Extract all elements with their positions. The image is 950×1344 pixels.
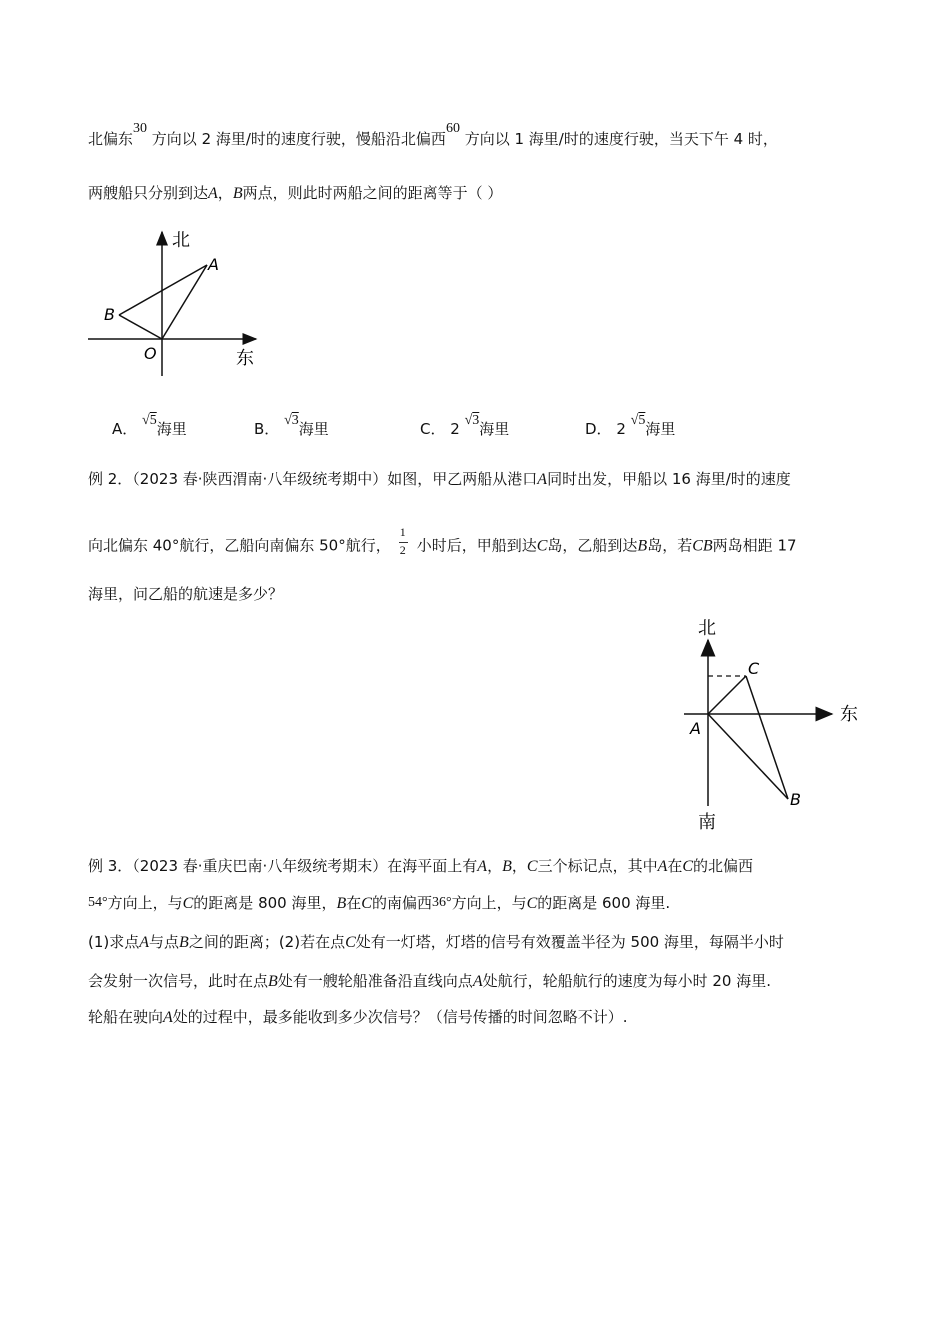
figure-problem1	[86, 226, 276, 386]
text: 两艘船只分别到达	[88, 184, 209, 202]
text: 与点	[149, 933, 180, 951]
text: ，	[487, 857, 503, 875]
coefficient: 2	[616, 420, 626, 438]
text: 岛，乙船到达	[547, 536, 638, 555]
text: 在	[667, 857, 683, 875]
text: 处航行，轮船航行的速度为每小时 20 海里.	[482, 972, 771, 990]
segment-cb	[746, 676, 788, 799]
text: 处有一灯塔，灯塔的信号有效覆盖半径为 500 海里，每隔半小时	[355, 933, 784, 951]
text: 的北偏西	[693, 857, 754, 875]
var-a: A	[208, 185, 218, 202]
text: 北偏东	[88, 130, 134, 148]
segment-ob	[119, 315, 162, 339]
angle-30: 30	[133, 121, 148, 136]
var-a: A	[477, 858, 488, 875]
example3-line4	[88, 970, 771, 991]
label-north: 北	[698, 618, 716, 639]
angle-60: 60	[445, 121, 460, 136]
text: 例 3．（2023 春·重庆巴南·八年级统考期末）在海平面上有	[88, 857, 478, 875]
figure-example2	[680, 610, 870, 840]
label-east: 东	[840, 704, 858, 725]
fraction-one-half	[397, 525, 411, 561]
option-letter: B．	[254, 420, 280, 438]
label-south: 南	[698, 812, 716, 833]
option-b[interactable]	[254, 413, 329, 439]
label-b: B	[104, 305, 115, 324]
var-c: C	[536, 537, 548, 555]
var-b: B	[268, 973, 278, 990]
var-b: B	[502, 858, 512, 875]
radicand: 5	[149, 413, 157, 428]
option-d[interactable]	[585, 413, 676, 439]
problem1-line1	[88, 121, 778, 149]
sqrt-expression: √3	[464, 413, 480, 428]
var-b: B	[336, 895, 347, 912]
example2-line3	[88, 583, 283, 604]
sqrt-expression: √5	[142, 413, 157, 428]
text: 小时后，甲船到达	[416, 536, 537, 555]
var-cb: CB	[692, 537, 713, 555]
text: 方向以 1 海里/时的速度行驶，当天下午 4 时，	[464, 130, 778, 148]
var-c: C	[182, 895, 194, 912]
sqrt-expression: √3	[284, 413, 299, 428]
text: 方向上，与	[451, 894, 527, 912]
text: 方向以 2 海里/时的速度行驶，慢船沿北偏西	[151, 130, 446, 148]
example2-line2	[88, 525, 797, 561]
text: 处有一艘轮船准备沿直线向点	[277, 972, 473, 990]
text: 两点，则此时两船之间的距离等于（ ）	[242, 184, 503, 202]
segment-ac	[708, 676, 746, 714]
radicand: 3	[291, 413, 299, 428]
numerator: 1	[399, 525, 406, 539]
text: 方向上，与	[107, 894, 183, 912]
var-c: C	[526, 858, 538, 875]
label-north: 北	[172, 230, 190, 251]
label-o: O	[144, 344, 157, 363]
radicand: 3	[472, 413, 480, 428]
label-a: A	[208, 255, 219, 274]
var-b: B	[179, 934, 189, 951]
label-c: C	[748, 659, 760, 678]
var-a: A	[139, 934, 150, 951]
option-a[interactable]	[112, 413, 187, 439]
example3-line1	[88, 855, 753, 876]
denominator: 2	[399, 543, 406, 557]
text: 同时出发，甲船以 16 海里/时的速度	[547, 470, 791, 488]
label-a: A	[690, 719, 701, 738]
var-a: A	[657, 858, 668, 875]
option-letter: A．	[112, 420, 138, 438]
text: 之间的距离；(2)若在点	[188, 933, 346, 951]
option-letter: C．	[420, 420, 446, 438]
text: 会发射一次信号，此时在点	[88, 972, 269, 990]
text: ，	[217, 184, 233, 202]
text: 两岛相距 17	[712, 536, 797, 555]
text: 海里，问乙船的航速是多少？	[88, 585, 284, 603]
option-unit: 海里	[645, 420, 676, 438]
option-c[interactable]	[420, 413, 510, 439]
text: 例 2．（2023 春·陕西渭南·八年级统考期中）如图，甲乙两船从港口	[88, 470, 538, 488]
text: (1)求点	[88, 933, 140, 951]
text: 向北偏东 40°航行，乙船向南偏东 50°航行，	[88, 536, 391, 555]
angle-36: 36°	[431, 895, 452, 910]
text: 处的过程中，最多能收到多少次信号？（信号传播的时间忽略不计）.	[172, 1008, 628, 1026]
example3-line3	[88, 931, 784, 952]
text: 轮船在驶向	[88, 1008, 164, 1026]
var-c: C	[526, 895, 538, 912]
label-b: B	[790, 790, 801, 809]
text: 岛，若	[647, 536, 693, 555]
radicand: 5	[638, 413, 646, 428]
var-a: A	[472, 973, 483, 990]
var-c: C	[682, 858, 694, 875]
example3-line5	[88, 1006, 628, 1027]
option-unit: 海里	[156, 420, 187, 438]
example2-line1	[88, 468, 791, 489]
text: 的距离是 600 海里.	[537, 894, 671, 912]
text: 的距离是 800 海里，	[193, 894, 337, 912]
var-b: B	[637, 537, 648, 555]
segment-oa	[162, 265, 207, 339]
var-c: C	[345, 934, 356, 951]
var-c: C	[361, 895, 372, 912]
example3-line2	[88, 892, 670, 913]
var-a: A	[163, 1009, 173, 1026]
segment-ab	[708, 714, 788, 799]
label-east: 东	[236, 348, 254, 369]
text: 三个标记点，其中	[537, 857, 658, 875]
text: 的南偏西	[371, 894, 432, 912]
option-unit: 海里	[479, 420, 510, 438]
var-b: B	[232, 185, 243, 202]
text: 在	[346, 894, 362, 912]
option-unit: 海里	[298, 420, 329, 438]
sqrt-expression: √5	[630, 413, 646, 428]
var-a: A	[537, 471, 548, 488]
problem1-line2	[88, 182, 502, 203]
text: ，	[511, 857, 527, 875]
option-letter: D．	[585, 420, 612, 438]
coefficient: 2	[450, 420, 460, 438]
angle-54: 54°	[88, 895, 108, 910]
segment-ab	[119, 265, 207, 315]
